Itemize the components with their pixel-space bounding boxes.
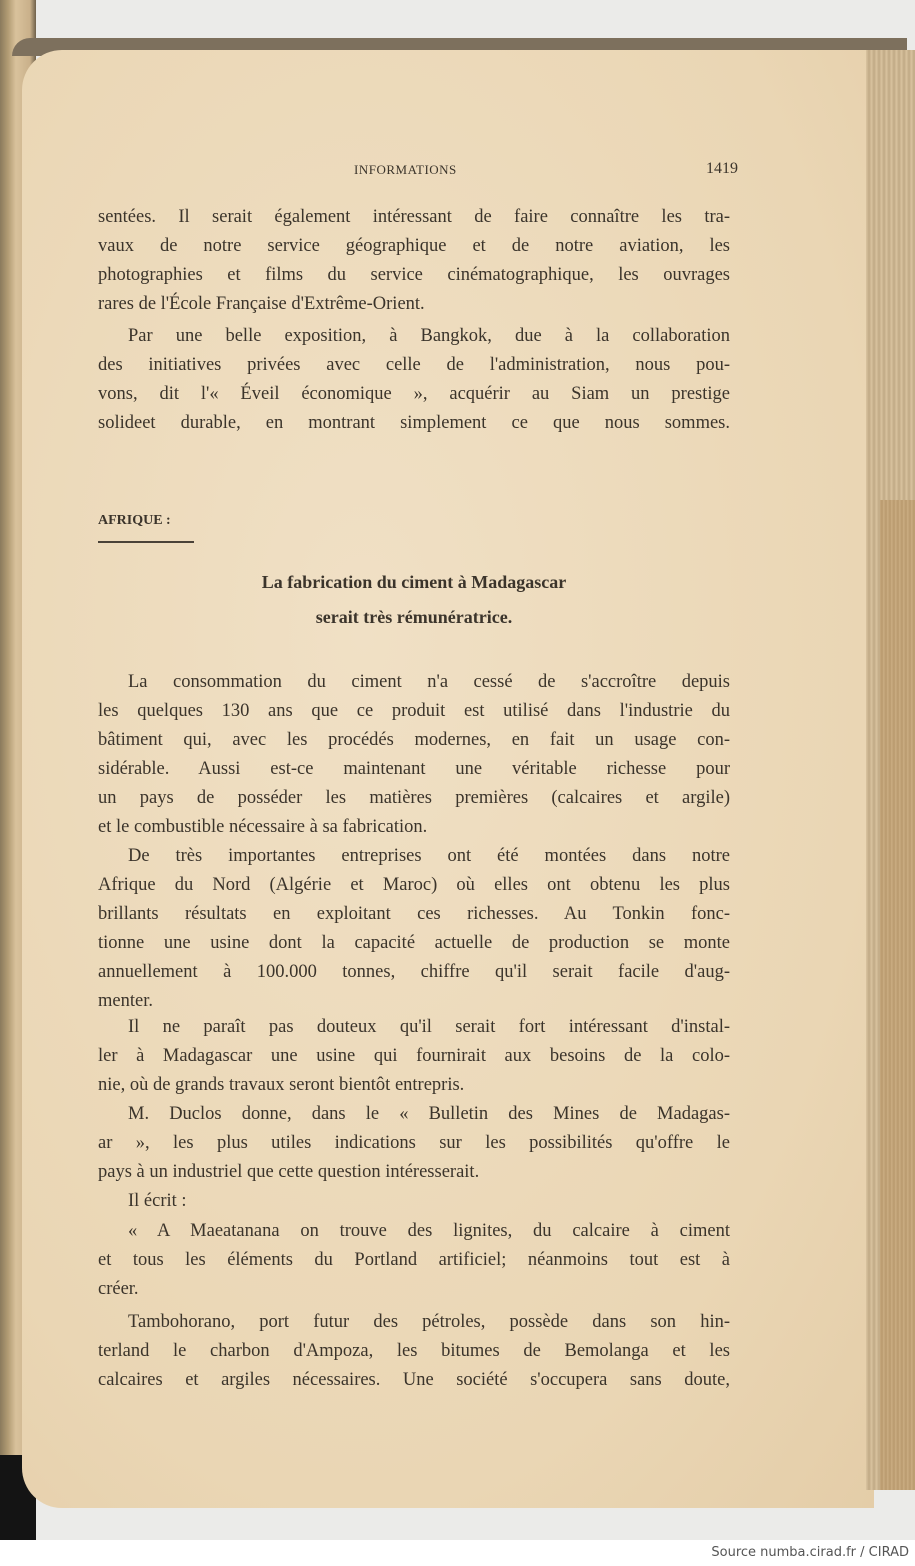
text-line: calcaires et argiles nécessaires. Une société s'occupera sans doute,: [98, 1370, 730, 1390]
text-line: ler à Madagascar une usine qui fournirait aux besoins de la colo-: [98, 1046, 730, 1066]
text-line: menter.: [98, 991, 153, 1011]
text-line: ar », les plus utiles indications sur les possibilités qu'offre le: [98, 1133, 730, 1153]
text-line: et le combustible nécessaire à sa fabrication.: [98, 817, 428, 837]
article-title-line-1: La fabrication du ciment à Madagascar: [261, 572, 567, 592]
page-number: 1419: [706, 160, 738, 177]
text-line: photographies et films du service cinématographique, les ouvrages: [98, 265, 730, 285]
text-line: terland le charbon d'Ampoza, les bitumes de Bemolanga et les: [98, 1341, 730, 1361]
article-title-line-2: serait très rémunératrice.: [315, 607, 513, 627]
text-line: tionne une usine dont la capacité actuelle de production se monte: [98, 933, 730, 953]
text-line: Par une belle exposition, à Bangkok, due à la collaboration: [128, 326, 730, 346]
text-line: des initiatives privées avec celle de l'administration, nous pou-: [98, 355, 730, 375]
text-line: De très importantes entreprises ont été montées dans notre: [128, 846, 730, 866]
text-line: nie, où de grands travaux seront bientôt entrepris.: [98, 1075, 465, 1095]
text-line: « A Maeatanana on trouve des lignites, du calcaire à ciment: [128, 1221, 730, 1241]
text-line: sentées. Il serait également intéressant de faire connaître les tra-: [98, 207, 730, 227]
text-line: bâtiment qui, avec les procédés modernes, en fait un usage con-: [98, 730, 730, 750]
section-label: AFRIQUE :: [98, 513, 171, 528]
text-line: Tambohorano, port futur des pétroles, possède dans son hin-: [128, 1312, 730, 1332]
text-line: vons, dit l'« Éveil économique », acquérir au Siam un prestige: [98, 384, 730, 404]
text-line: pays à un industriel que cette question intéresserait.: [98, 1162, 480, 1182]
source-credit: Source numba.cirad.fr / CIRAD: [711, 1545, 909, 1560]
text-line: un pays de posséder les matières premières (calcaires et argile): [98, 788, 730, 808]
text-line: Il écrit :: [128, 1191, 187, 1211]
text-line: créer.: [98, 1279, 139, 1299]
text-line: Afrique du Nord (Algérie et Maroc) où elles ont obtenu les plus: [98, 875, 730, 895]
text-line: et tous les éléments du Portland artificiel; néanmoins tout est à: [98, 1250, 730, 1270]
section-underline: [98, 541, 194, 543]
text-line: M. Duclos donne, dans le « Bulletin des Mines de Madagas-: [128, 1104, 730, 1124]
text-line: solideet durable, en montrant simplement ce que nous sommes.: [98, 413, 730, 433]
running-head: [98, 162, 738, 182]
text-line: annuellement à 100.000 tonnes, chiffre qu'il serait facile d'aug-: [98, 962, 730, 982]
text-line: sidérable. Aussi est-ce maintenant une véritable richesse pour: [98, 759, 730, 779]
text-line: rares de l'École Française d'Extrême-Orient.: [98, 294, 425, 314]
text-line: vaux de notre service géographique et de notre aviation, les: [98, 236, 730, 256]
text-line: Il ne paraît pas douteux qu'il serait fort intéressant d'instal-: [128, 1017, 730, 1037]
text-line: brillants résultats en exploitant ces richesses. Au Tonkin fonc-: [98, 904, 730, 924]
page-stack-edges-shadow: [880, 500, 915, 1490]
text-line: les quelques 130 ans que ce produit est utilisé dans l'industrie du: [98, 701, 730, 721]
text-line: La consommation du ciment n'a cessé de s'accroître depuis: [128, 672, 730, 692]
running-head-title: INFORMATIONS: [354, 162, 457, 177]
